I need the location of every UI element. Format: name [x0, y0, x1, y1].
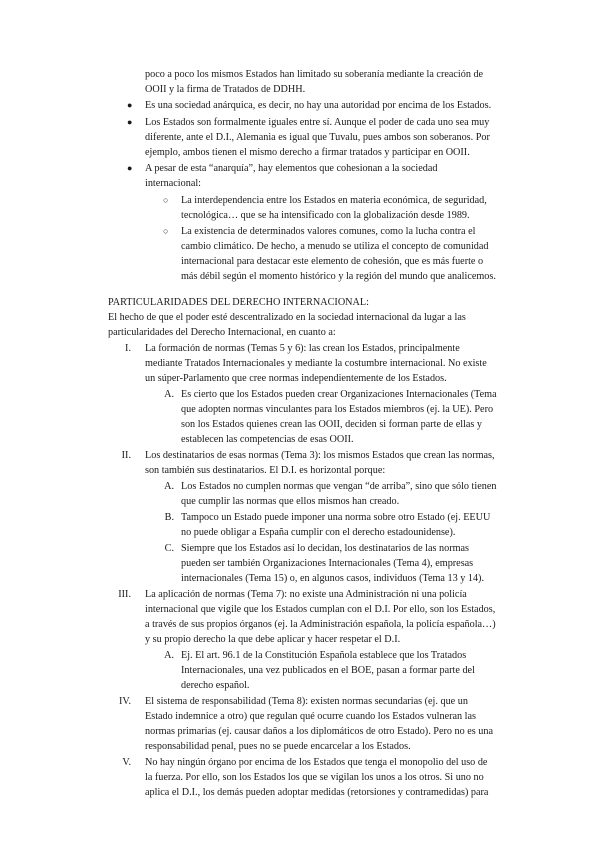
bullet-icon: ● — [127, 100, 133, 110]
item-text: Estado indemnice a otro) que regulan qué ocurre cuando los Estados vulneran las — [145, 711, 476, 722]
item-text: internacional que vigile que los Estados cumplan con el D.I. Por ello, son los Estados, — [145, 604, 496, 615]
subitem-text: pueden ser también Organizaciones Internacionales (Tema 4), empresas — [181, 558, 474, 569]
roman-marker: I. — [125, 343, 131, 354]
bullet-icon: ● — [127, 117, 133, 127]
bullet-text: diferente, ante el D.I., Alemania es igual que Tuvalu, pues ambos son soberanos. Por — [145, 132, 490, 143]
bullet-text: ejemplo, ambos tienen el mismo derecho a firmar tratados y participar en OOII. — [145, 147, 470, 158]
subbullet-text: cambio climático. De hecho, a menudo se utiliza el concepto de comunidad — [181, 241, 489, 252]
bullet-text: internacional: — [145, 178, 202, 189]
bullet-text: Es una sociedad anárquica, es decir, no hay una autoridad por encima de los Estados. — [145, 100, 492, 111]
subbullet-text: La interdependencia entre los Estados en materia económica, de seguridad, — [181, 195, 487, 206]
subbullet-text: La existencia de determinados valores comunes, como la lucha contra el — [181, 226, 476, 237]
roman-marker: III. — [118, 589, 131, 600]
item-text: aplica el D.I., los demás pueden adoptar medidas (retorsiones y contramedidas) para — [145, 787, 489, 798]
letter-marker: A. — [164, 650, 174, 661]
subitem-text: Ej. El art. 96.1 de la Constitución Española establece que los Tratados — [181, 650, 467, 661]
item-text: y su propio derecho la que debe aplicar y hacer respetar el D.I. — [145, 634, 401, 645]
item-text: La aplicación de normas (Tema 7): no existe una Administración ni una policía — [145, 589, 467, 600]
circle-bullet-icon: ○ — [163, 195, 169, 205]
subbullet-text: internacional para destacar este elemento de cohesión, que es más fuerte o — [181, 256, 484, 267]
item-text: Los destinatarios de esas normas (Tema 3): los mismos Estados que crean las normas, — [145, 450, 495, 461]
section-intro-line: particularidades del Derecho Internacional, en cuanto a: — [108, 327, 336, 338]
subitem-text: son los Estados quienes crean las OOII, deciden si forman parte de ellas y — [181, 419, 483, 430]
circle-bullet-icon: ○ — [163, 226, 169, 236]
letter-marker: B. — [164, 512, 174, 523]
bullet-text: A pesar de esta “anarquía”, hay elementos que cohesionan a la sociedad — [145, 163, 438, 174]
roman-marker: IV. — [119, 696, 131, 707]
subitem-text: que cumplir las normas que ellos mismos han creado. — [181, 496, 400, 507]
subbullet-text: tecnológica… que se ha intensificado con la globalización desde 1989. — [181, 210, 470, 221]
subitem-text: derecho español. — [181, 680, 250, 691]
section-heading: PARTICULARIDADES DEL DERECHO INTERNACIONAL: — [108, 297, 369, 308]
bullet-icon: ● — [127, 163, 133, 173]
subitem-text: Los Estados no cumplen normas que vengan “de arriba”, sino que sólo tienen — [181, 481, 497, 492]
subitem-text: internacionales (Tema 15) o, en algunos casos, individuos (Tema 13 y 14). — [181, 573, 484, 584]
subitem-text: Tampoco un Estado puede imponer una norma sobre otro Estado (ej. EEUU — [181, 512, 491, 523]
roman-marker: V. — [122, 757, 131, 768]
intro-continuation-line: poco a poco los mismos Estados han limitado su soberanía mediante la creación de — [145, 69, 484, 80]
item-text: mediante Tratados Internacionales y mediante la costumbre internacional. No existe — [145, 358, 487, 369]
subitem-text: Internacionales, una vez publicados en el BOE, pasan a formar parte del — [181, 665, 475, 676]
item-text: a través de sus propios órganos (ej. la Administración española, la policía española…) — [145, 619, 496, 630]
subbullet-text: más débil según el momento histórico y la región del mundo que analicemos. — [181, 271, 496, 282]
letter-marker: C. — [164, 543, 174, 554]
letter-marker: A. — [164, 389, 174, 400]
item-text: La formación de normas (Temas 5 y 6): las crean los Estados, principalmente — [145, 343, 460, 354]
subitem-text: no puede obligar a España cumplir con el derecho estadounidense). — [181, 527, 456, 538]
roman-marker: II. — [121, 450, 131, 461]
item-text: un súper-Parlamento que cree normas independientemente de los Estados. — [145, 373, 447, 384]
subitem-text: establecen las competencias de esas OOII. — [181, 434, 354, 445]
subitem-text: Siempre que los Estados así lo decidan, los destinatarios de las normas — [181, 543, 470, 554]
item-text: normas primarias (ej. causar daños a los diplomáticos de otro Estado). Pero no es una — [145, 726, 493, 737]
section-intro-line: El hecho de que el poder esté descentralizado en la sociedad internacional da lugar a las — [108, 312, 466, 323]
letter-marker: A. — [164, 481, 174, 492]
item-text: la fuerza. Por ello, son los Estados los que se vigilan los unos a los otros. Si uno no — [145, 772, 484, 783]
subitem-text: que adopten normas vinculantes para los Estados miembros (ej. la UE). Pero — [181, 404, 494, 415]
intro-continuation-line: OOII y la firma de Tratados de DDHH. — [145, 84, 306, 95]
item-text: son también sus destinatarios. El D.I. es horizontal porque: — [145, 465, 386, 476]
item-text: No hay ningún órgano por encima de los Estados que tenga el monopolio del uso de — [145, 757, 488, 768]
subitem-text: Es cierto que los Estados pueden crear Organizaciones Internacionales (Tema — [181, 389, 497, 400]
item-text: responsabilidad penal, pues no se puede encarcelar a los Estados. — [145, 741, 411, 752]
item-text: El sistema de responsabilidad (Tema 8): existen normas secundarias (ej. que un — [145, 696, 468, 707]
bullet-text: Los Estados son formalmente iguales entre sí. Aunque el poder de cada uno sea muy — [145, 117, 490, 128]
